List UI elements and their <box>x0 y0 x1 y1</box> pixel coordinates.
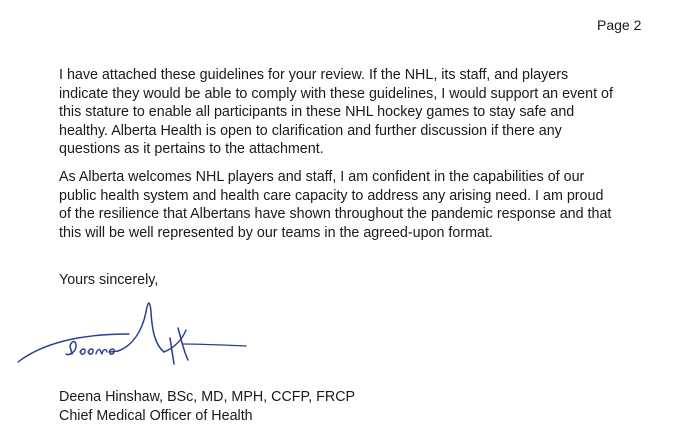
paragraph-line: healthy. Alberta Health is open to clarification and further discussion if there any <box>59 122 562 139</box>
paragraph-line: I have attached these guidelines for your review. If the NHL, its staff, and players <box>59 67 569 83</box>
paragraph-line: public health system and health care capacity to address any arising need. I am proud <box>59 187 604 204</box>
paragraph-line: this will be well represented by our teams in the agreed-upon format. <box>59 224 493 241</box>
signatory-block <box>59 388 355 425</box>
page-number: Page 2 <box>597 17 642 33</box>
paragraph-line: As Alberta welcomes NHL players and staff, I am confident in the capabilities of our <box>59 169 585 185</box>
signatory-name: Deena Hinshaw, BSc, MD, MPH, CCFP, FRCP <box>59 389 356 405</box>
handwritten-signature <box>14 290 254 380</box>
paragraph-line: indicate they would be able to comply with these guidelines, I would support an event of <box>59 85 613 102</box>
signatory-title: Chief Medical Officer of Health <box>59 407 253 424</box>
body-paragraph-2 <box>59 168 671 242</box>
closing-salutation: Yours sincerely, <box>59 272 159 288</box>
paragraph-line: of the resilience that Albertans have shown throughout the pandemic response and that <box>59 206 612 223</box>
paragraph-line: this stature to enable all participants in these NHL hockey games to stay safe and <box>59 104 575 121</box>
paragraph-line: questions as it pertains to the attachment. <box>59 141 324 158</box>
body-paragraph-1 <box>59 66 671 159</box>
